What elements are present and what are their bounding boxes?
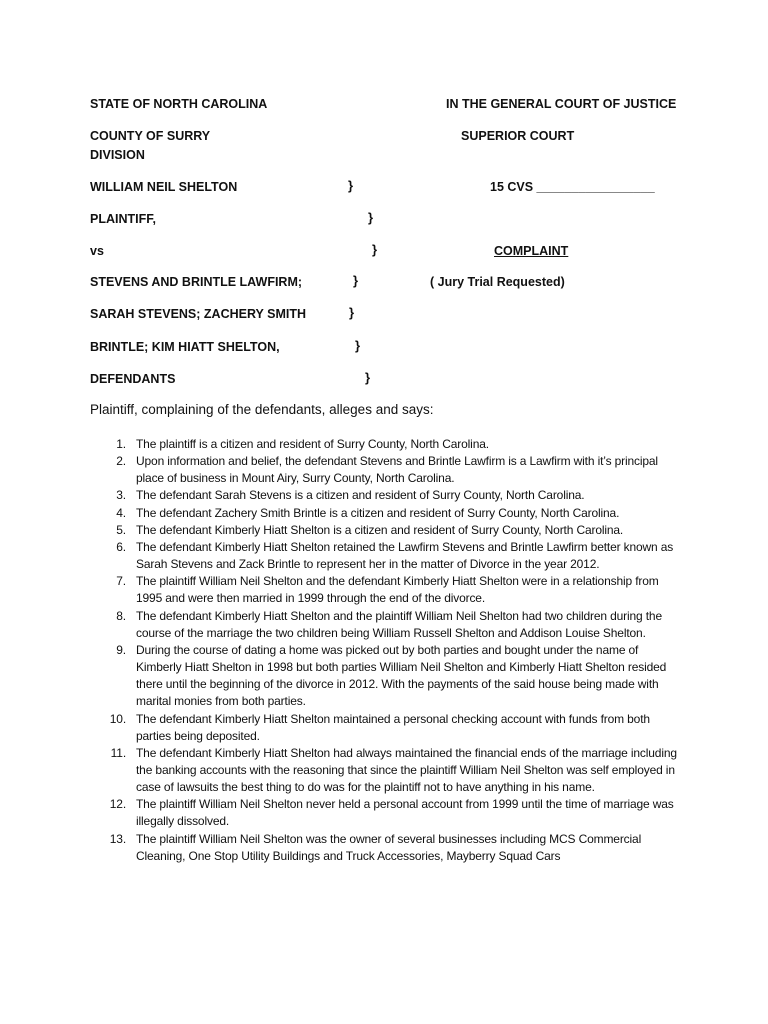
item-number: 9.	[116, 642, 126, 657]
versus-label: vs	[90, 244, 104, 258]
plaintiff-name: WILLIAM NEIL SHELTON	[90, 180, 238, 194]
item-number: 2.	[116, 454, 126, 469]
item-text: The plaintiff is a citizen and resident of Surry County, North Carolina.	[136, 437, 489, 451]
allegations-list	[100, 436, 680, 865]
list-item	[100, 522, 680, 539]
list-item	[100, 505, 680, 522]
item-text: The plaintiff William Neil Shelton never held a personal account from 1999 until the time of marriage was illegally dissolved.	[136, 797, 674, 829]
item-text: The defendant Sarah Stevens is a citizen and resident of Surry County, North Carolina.	[136, 488, 585, 503]
defendant-names-2: BRINTLE; KIM HIATT SHELTON,	[90, 340, 280, 354]
caption-brace: }	[348, 178, 354, 193]
item-text: The defendant Kimberly Hiatt Shelton and the plaintiff William Neil Shelton had two children during the course of the marriage the two children being William Russell Shelton and Addison Louise Shelton.	[136, 608, 662, 640]
list-item	[100, 573, 680, 607]
case-number: 15 CVS _________________	[490, 180, 655, 194]
caption-brace: }	[349, 305, 355, 320]
item-text: The plaintiff William Neil Shelton was the owner of several businesses including MCS Commercial Cleaning, One Stop Utility Buildings and Truck Accessories, Mayberry Squad Cars	[136, 831, 642, 863]
court-heading: IN THE GENERAL COURT OF JUSTICE	[446, 97, 677, 111]
item-text: The defendant Zachery Smith Brintle is a citizen and resident of Surry County, North Carolina.	[136, 505, 620, 520]
jury-trial-note: ( Jury Trial Requested)	[430, 275, 565, 289]
division-heading: DIVISION	[90, 148, 145, 162]
defendant-lawfirm: STEVENS AND BRINTLE LAWFIRM;	[90, 275, 303, 289]
item-number: 12.	[109, 797, 126, 812]
item-number: 4.	[116, 505, 126, 520]
caption-brace: }	[353, 273, 359, 288]
item-number: 1.	[116, 437, 126, 451]
superior-court-heading: SUPERIOR COURT	[461, 129, 575, 143]
item-number: 5.	[116, 522, 126, 537]
item-number: 11.	[110, 745, 126, 760]
item-number: 6.	[116, 539, 126, 554]
item-text: The defendant Kimberly Hiatt Shelton retained the Lawfirm Stevens and Brintle Lawfirm better known as Sarah Stevens and Zack Brintle to represent her in the matter of Divorce in the year 2012.	[136, 539, 674, 572]
caption-brace: }	[365, 370, 371, 385]
list-item	[100, 608, 680, 642]
item-text: The plaintiff William Neil Shelton and the defendant Kimberly Hiatt Shelton were in a relationship from 1995 and were then married in 1999 through the end of the divorce.	[136, 574, 659, 606]
item-text: The defendant Kimberly Hiatt Shelton is a citizen and resident of Surry County, North Carolina.	[136, 522, 624, 537]
defendants-label: DEFENDANTS	[90, 372, 176, 386]
caption-brace: }	[368, 210, 374, 225]
state-heading: STATE OF NORTH CAROLINA	[90, 97, 268, 111]
caption-brace: }	[372, 242, 378, 257]
list-item	[100, 436, 680, 453]
item-number: 13.	[109, 831, 126, 846]
item-number: 8.	[116, 608, 126, 623]
list-item	[100, 487, 680, 504]
item-text: During the course of dating a home was picked out by both parties and bought under the name of Kimberly Hiatt Shelton in 1998 but both parties William Neil Shelton and Kimberly Hiatt Shelton resided there until the beginning of the divorce in 2012. With the payments of the said house being made with marital monies from both parties.	[136, 642, 667, 709]
list-item	[100, 796, 680, 830]
county-heading: COUNTY OF SURRY	[90, 129, 211, 143]
item-text: The defendant Kimberly Hiatt Shelton had always maintained the financial ends of the marriage including the banking accounts with the reasoning that since the plaintiff William Neil Shelton was self employed in case of lawsuits the best thing to do was for the plaintiff not to have anything in his name.	[136, 745, 677, 795]
defendant-names-1: SARAH STEVENS; ZACHERY SMITH	[90, 307, 306, 321]
list-item	[100, 453, 680, 487]
item-number: 10.	[109, 711, 126, 726]
list-item	[100, 711, 680, 745]
item-number: 7.	[116, 574, 126, 589]
plaintiff-label: PLAINTIFF,	[90, 212, 156, 226]
item-number: 3.	[116, 488, 126, 503]
item-text: Upon information and belief, the defendant Stevens and Brintle Lawfirm is a Lawfirm with it’s principal place of business in Mount Airy, Surry County, North Carolina.	[136, 454, 658, 486]
list-item	[100, 831, 680, 865]
intro-paragraph: Plaintiff, complaining of the defendants, alleges and says:	[90, 402, 434, 417]
list-item	[100, 642, 680, 711]
complaint-title: COMPLAINT	[494, 244, 569, 258]
caption-brace: }	[355, 338, 361, 353]
list-item	[100, 539, 680, 573]
item-text: The defendant Kimberly Hiatt Shelton maintained a personal checking account with funds from both parties being deposited.	[136, 711, 650, 743]
list-item	[100, 745, 680, 796]
